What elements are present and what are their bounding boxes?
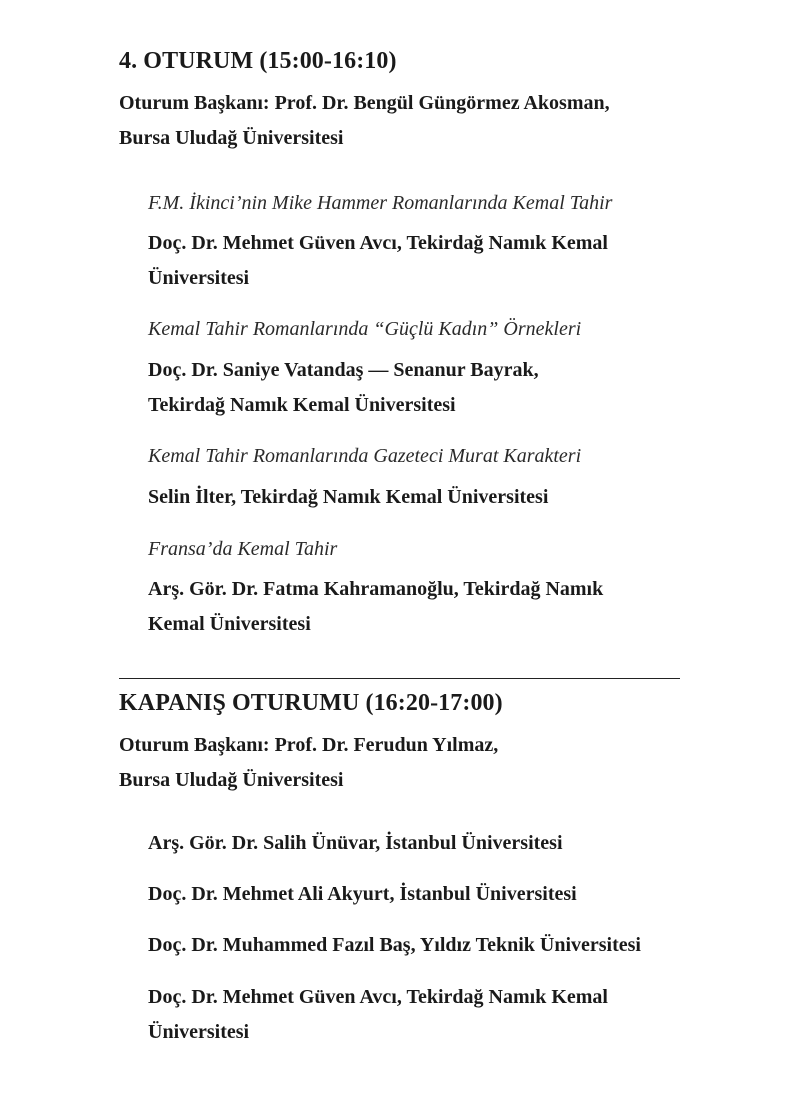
paper-author-3-line-1: Selin İlter, Tekirdağ Namık Kemal Üniversitesi: [148, 486, 549, 508]
session-4-chair-line-1: Oturum Başkanı: Prof. Dr. Bengül Güngörmez Akosman,: [119, 92, 610, 114]
paper-author-1: [148, 226, 708, 296]
paper-author-4-line-1: Arş. Gör. Dr. Fatma Kahramanoğlu, Tekirdağ Namık: [148, 578, 604, 600]
closing-session-chair: [119, 728, 699, 798]
section-divider: [119, 678, 680, 679]
paper-author-4: [148, 572, 708, 642]
session-4-chair: [119, 86, 699, 156]
closing-speaker-4: Doç. Dr. Mehmet Güven Avcı, Tekirdağ Namık Kemal: [148, 986, 608, 1008]
paper-author-2-line-1: Doç. Dr. Saniye Vatandaş — Senanur Bayrak,: [148, 359, 539, 381]
closing-speaker-1: Arş. Gör. Dr. Salih Ünüvar, İstanbul Üniversitesi: [148, 832, 563, 854]
paper-author-1-line-2: Üniversitesi: [148, 267, 250, 289]
session-4-title: 4. OTURUM (15:00-16:10): [119, 48, 397, 74]
paper-title-1: F.M. İkinci’nin Mike Hammer Romanlarında Kemal Tahir: [148, 192, 613, 214]
paper-author-2-line-2: Tekirdağ Namık Kemal Üniversitesi: [148, 394, 456, 416]
closing-speaker-2: Doç. Dr. Mehmet Ali Akyurt, İstanbul Üniversitesi: [148, 883, 577, 905]
closing-speaker-3: Doç. Dr. Muhammed Fazıl Baş, Yıldız Teknik Üniversitesi: [148, 934, 641, 956]
closing-chair-line-2: Bursa Uludağ Üniversitesi: [119, 769, 344, 791]
closing-chair-line-1: Oturum Başkanı: Prof. Dr. Ferudun Yılmaz,: [119, 734, 499, 756]
session-4-chair-line-2: Bursa Uludağ Üniversitesi: [119, 127, 344, 149]
paper-author-1-line-1: Doç. Dr. Mehmet Güven Avcı, Tekirdağ Namık Kemal: [148, 232, 608, 254]
paper-author-2: [148, 353, 708, 423]
paper-title-4: Fransa’da Kemal Tahir: [148, 538, 338, 560]
paper-author-3: [148, 480, 708, 515]
paper-title-2: Kemal Tahir Romanlarında “Güçlü Kadın” Örnekleri: [148, 318, 582, 340]
closing-session-title: KAPANIŞ OTURUMU (16:20-17:00): [119, 690, 503, 716]
paper-title-3: Kemal Tahir Romanlarında Gazeteci Murat Karakteri: [148, 445, 582, 467]
paper-author-4-line-2: Kemal Üniversitesi: [148, 613, 311, 635]
closing-speaker-4-line-2: Üniversitesi: [148, 1021, 250, 1043]
